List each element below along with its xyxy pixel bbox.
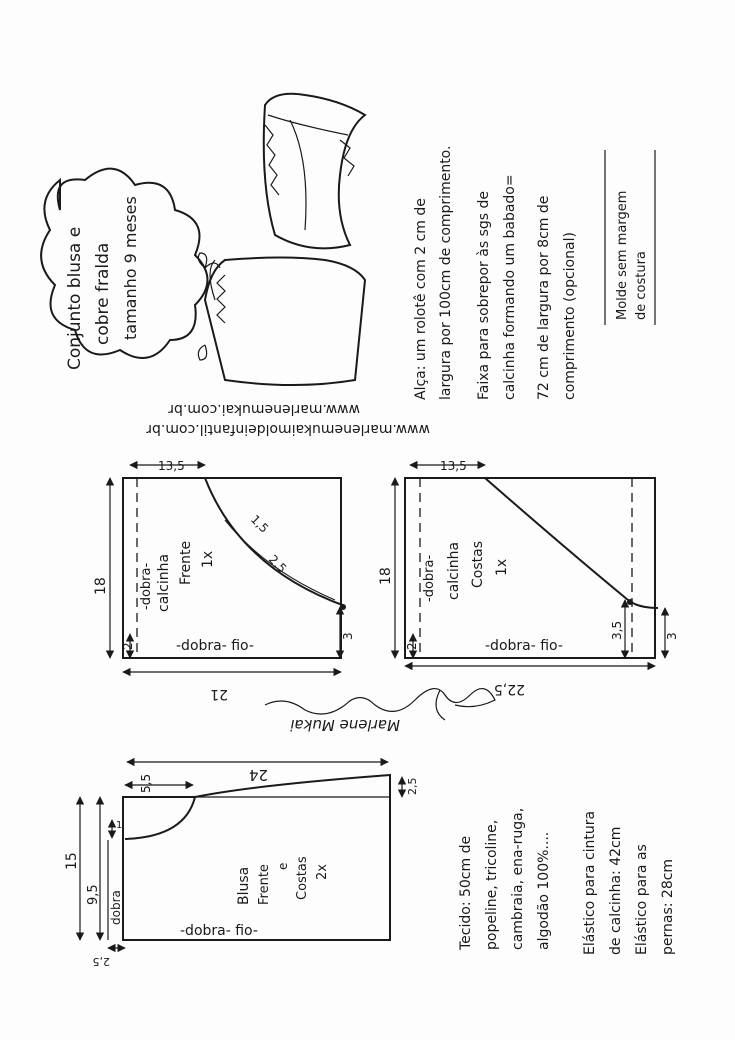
blouse-dim-width: 24	[248, 766, 268, 784]
front-qty: 1x	[200, 550, 216, 568]
blouse-dim-25b: 2,5	[92, 955, 110, 968]
note-ruffle-2: calcinha formando um babado=	[502, 174, 518, 400]
fabric-line-1: Tecido: 50cm de	[458, 835, 474, 950]
front-fold-bottom: -dobra- fio-	[176, 638, 254, 654]
back-dim-2: 2	[405, 642, 419, 650]
front-name-2: Frente	[178, 540, 194, 585]
title-line2: cobre fralda	[93, 242, 113, 345]
fabric-line-4: algodão 100%....	[536, 831, 552, 950]
front-name-1: calcinha	[156, 553, 172, 612]
front-dim-top: 13,5	[158, 459, 185, 473]
blouse-qty: 2x	[315, 864, 330, 880]
piece-blouse	[80, 762, 402, 948]
fabric-line-5: Elástico para cintura	[582, 810, 598, 955]
title-line1: Conjunto blusa e	[65, 226, 85, 370]
blouse-name-3: e	[276, 862, 290, 870]
front-dim-2: 2	[121, 642, 135, 650]
front-curve-b: 2,5	[265, 552, 290, 576]
blouse-dim-55: 5,5	[139, 773, 153, 793]
note-seam-1: Molde sem margem	[615, 190, 630, 320]
fabric-line-8: pernas: 28cm	[660, 858, 676, 955]
back-qty: 1x	[494, 558, 510, 576]
back-dim-35: 3,5	[610, 620, 624, 640]
back-fold-bottom: -dobra- fio-	[485, 638, 563, 654]
back-dim-top: 13,5	[440, 459, 467, 473]
note-ruffle-1: Faixa para sobrepor às sgs de	[476, 190, 492, 400]
blouse-name-1: Blusa	[236, 866, 252, 905]
front-dim-width: 21	[210, 686, 228, 702]
website-2: www.marlenemukaimoldeinfantil.com.br	[146, 421, 430, 437]
back-dim-width: 22,5	[493, 681, 525, 697]
note-strap-1: Alça: um rolotê com 2 cm de	[413, 198, 429, 400]
website-1: www.marlenemukai.com.br	[168, 401, 360, 417]
front-fold-side: -dobra-	[139, 562, 154, 610]
svg-text:Marlene Mukai: Marlene Mukai	[290, 716, 400, 734]
notes	[413, 146, 655, 400]
signature	[265, 689, 495, 734]
note-ruffle-4: comprimento (opcional)	[562, 232, 578, 400]
top-sketch	[198, 253, 365, 385]
back-fold-side: -dobra-	[422, 554, 437, 602]
back-dim-3: 3	[665, 632, 679, 640]
note-seam-2: de costura	[634, 251, 649, 320]
blouse-dim-25a: 2,5	[406, 777, 419, 795]
back-name-2: Costas	[470, 541, 486, 588]
back-dim-height: 18	[378, 567, 394, 585]
panties-sketch	[264, 94, 365, 249]
fabric-line-7: Elástico para as	[634, 844, 650, 955]
blouse-name-4: Costas	[295, 856, 310, 900]
front-dim-3: 3	[341, 632, 355, 640]
note-ruffle-3: 72 cm de largura por 8cm de	[536, 195, 552, 400]
blouse-fold-side: dobra	[109, 890, 123, 925]
fabric-line-3: cambraia, ena-ruga,	[510, 807, 526, 950]
back-name-1: calcinha	[446, 541, 462, 600]
front-curve-a: 1,5	[247, 512, 272, 536]
fabric-line-2: popeline, tricoline,	[484, 819, 500, 950]
blouse-name-2: Frente	[257, 864, 272, 905]
front-dim-height: 18	[93, 577, 109, 595]
blouse-dim-1: 1	[116, 820, 123, 831]
fabric-notes	[458, 808, 676, 955]
blouse-dim-height: 15	[64, 852, 80, 870]
fabric-line-6: de calcinha: 42cm	[608, 826, 624, 955]
title-line3: tamanho 9 meses	[121, 196, 140, 340]
blouse-fold-bottom: -dobra- fio-	[180, 923, 258, 939]
note-strap-2: largura por 100cm de comprimento.	[438, 145, 454, 400]
blouse-dim-lower: 9,5	[86, 884, 101, 905]
